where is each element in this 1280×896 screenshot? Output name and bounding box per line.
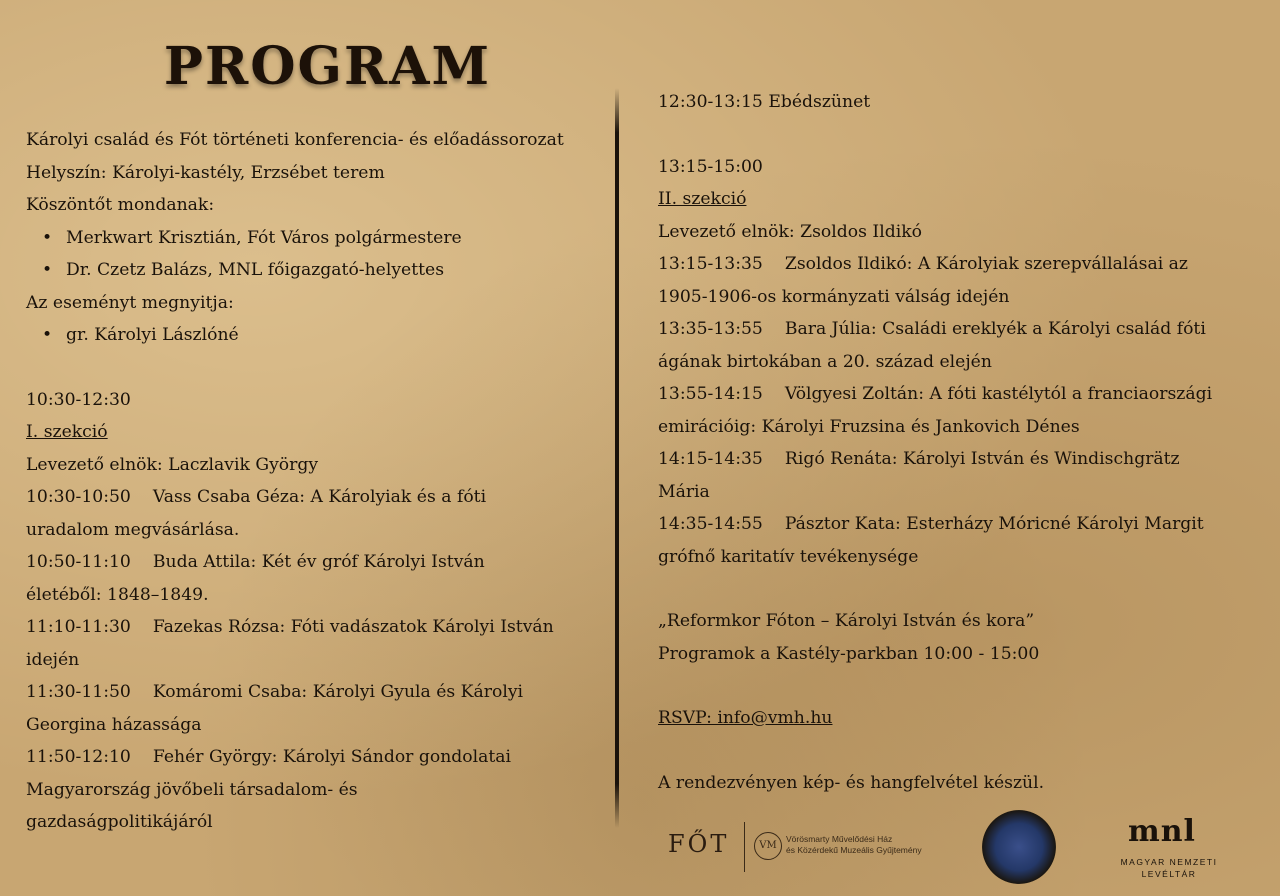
talk-item xyxy=(658,248,1258,313)
talk-item xyxy=(658,443,1258,508)
talk-text: Zsoldos Ildikó: A Károlyiak szerepvállalásai az xyxy=(784,254,1188,274)
session1-title: I. szekció xyxy=(26,422,108,442)
talk-text: Fazekas Rózsa: Fóti vadászatok Károlyi István xyxy=(152,617,554,637)
talk-item xyxy=(658,378,1258,443)
talk-text-cont: emirációig: Károlyi Fruzsina és Jankovich Dénes xyxy=(658,416,1080,437)
talk-item xyxy=(658,313,1258,378)
talk-text-cont: Magyarország jövőbeli társadalom- és xyxy=(26,779,358,800)
conference-title: Károlyi család és Fót történeti konferencia- és előadássorozat xyxy=(26,130,564,150)
session1-time: 10:30-12:30 xyxy=(26,389,131,410)
greeter-item: • Merkwart Krisztián, Fót Város polgármestere xyxy=(26,222,616,255)
talk-time: 13:15-13:35 xyxy=(658,254,763,274)
talk-time: 11:30-11:50 xyxy=(26,682,131,702)
talk-item xyxy=(26,546,616,611)
talk-time: 10:50-11:10 xyxy=(26,552,131,572)
opener-item: • gr. Károlyi Lászlóné xyxy=(26,319,616,352)
talk-text-cont: ágának birtokában a 20. század elején xyxy=(658,351,992,372)
talk-item xyxy=(26,676,616,741)
talk-item xyxy=(658,508,1258,573)
talk-time: 13:55-14:15 xyxy=(658,384,763,404)
talk-time: 14:35-14:55 xyxy=(658,514,763,534)
lunch-break: 12:30-13:15 Ebédszünet xyxy=(658,92,871,112)
talk-text: Buda Attila: Két év gróf Károlyi István xyxy=(152,552,485,572)
logo-bar xyxy=(0,810,1280,896)
talk-text: Pásztor Kata: Esterházy Móricné Károlyi Margit xyxy=(784,514,1204,534)
talk-text: Fehér György: Károlyi Sándor gondolatai xyxy=(152,747,512,767)
opener-label: Az eseményt megnyitja: xyxy=(26,292,234,313)
talk-text-cont: Mária xyxy=(658,481,710,502)
page-title: PROGRAM xyxy=(163,36,492,97)
greeters-label: Köszöntőt mondanak: xyxy=(26,195,215,215)
reform-title: „Reformkor Fóton – Károlyi István és kora” xyxy=(658,611,1035,631)
talk-text-cont: 1905-1906-os kormányzati válság idején xyxy=(658,286,1010,307)
talk-text-cont: életéből: 1848–1849. xyxy=(26,584,209,605)
session1-chair: Levezető elnök: Laczlavik György xyxy=(26,454,319,475)
talk-item xyxy=(26,481,616,546)
talk-text-cont: uradalom megvásárlása. xyxy=(26,519,240,540)
talk-text-cont: Georgina házassága xyxy=(26,714,202,735)
talk-text: Vass Csaba Géza: A Károlyiak és a fóti xyxy=(152,487,487,507)
left-column xyxy=(26,124,616,839)
recording-notice: A rendezvényen kép- és hangfelvétel készül. xyxy=(658,772,1045,793)
talk-text: Rigó Renáta: Károlyi István és Windischgrätz xyxy=(784,449,1180,469)
right-column xyxy=(658,86,1258,799)
session2-chair: Levezető elnök: Zsoldos Ildikó xyxy=(658,221,922,242)
rsvp-link[interactable]: RSVP: info@vmh.hu xyxy=(658,708,833,728)
talk-text: Komáromi Csaba: Károlyi Gyula és Károlyi xyxy=(152,682,524,702)
talk-text-cont: gazdaságpolitikájáról xyxy=(26,812,213,832)
mnl-name: MAGYAR NEMZETI LEVÉLTÁR xyxy=(1120,857,1218,879)
greeter-item: • Dr. Czetz Balázs, MNL főigazgató-helyettes xyxy=(26,254,616,287)
talk-text-cont: grófnő karitatív tevékenysége xyxy=(658,546,919,567)
talk-time: 11:50-12:10 xyxy=(26,747,131,767)
talk-time: 13:35-13:55 xyxy=(658,319,763,339)
session2-time: 13:15-15:00 xyxy=(658,156,763,177)
talk-time: 11:10-11:30 xyxy=(26,617,131,637)
vm-emblem-icon: VM xyxy=(754,832,782,860)
venue: Helyszín: Károlyi-kastély, Erzsébet terem xyxy=(26,162,385,183)
talk-time: 14:15-14:35 xyxy=(658,449,763,469)
talk-text: Völgyesi Zoltán: A fóti kastélytól a franciaországi xyxy=(784,384,1213,404)
talk-time: 10:30-10:50 xyxy=(26,487,131,507)
research-group-seal-icon xyxy=(982,810,1056,884)
fot-logo: FŐT xyxy=(668,830,730,858)
session2-title: II. szekció xyxy=(658,189,747,209)
vm-name: Vörösmarty Művelődési Ház és Közérdekű Muzeális Gyűjtemény xyxy=(786,834,922,855)
reform-programs: Programok a Kastély-parkban 10:00 - 15:00 xyxy=(658,643,1040,664)
mnl-logo: mnl xyxy=(1128,814,1196,849)
logo-separator xyxy=(744,822,745,872)
column-divider xyxy=(615,88,619,828)
talk-text: Bara Júlia: Családi ereklyék a Károlyi család fóti xyxy=(784,319,1206,339)
talk-item xyxy=(26,611,616,676)
talk-text-cont: idején xyxy=(26,649,80,670)
